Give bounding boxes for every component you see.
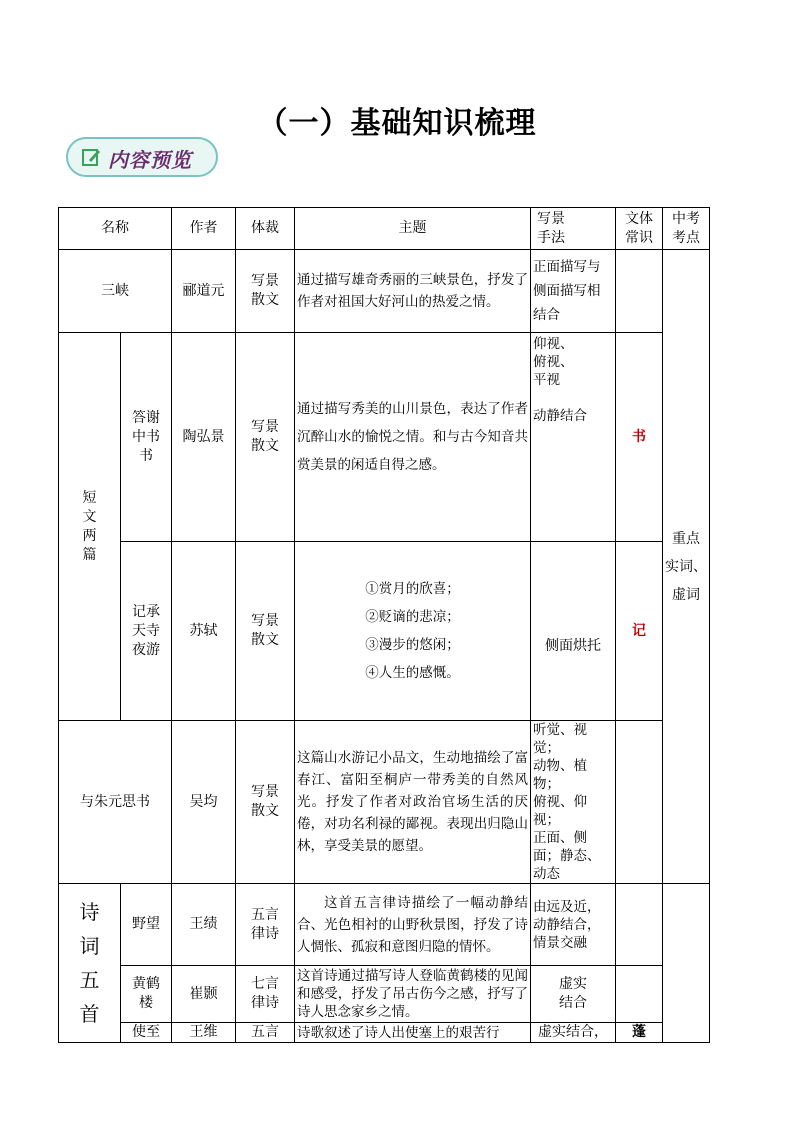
group-label: 诗 词 五 首 <box>59 884 121 1043</box>
header-theme: 主题 <box>295 208 531 250</box>
work-theme: 这首诗通过描写诗人登临黄鹤楼的见闻和感受，抒发了吊古伤今之感，抒写了诗人思念家乡之情。 <box>295 966 531 1023</box>
work-author: 崔颢 <box>172 966 236 1023</box>
work-name: 使至 <box>121 1023 172 1043</box>
work-name: 三峡 <box>59 250 172 333</box>
work-technique: 听觉、视觉； 动物、植物； 俯视、仰视； 正面、侧面；静态、动态 <box>531 721 616 884</box>
work-theme: 这首五言律诗描绘了一幅动静结合、光色相衬的山野秋景图，抒发了诗人惆怅、孤寂和意图归隐的情怀。 <box>295 884 531 966</box>
exam-points-empty <box>663 884 710 1043</box>
header-author: 作者 <box>172 208 236 250</box>
work-technique: 侧面烘托 <box>531 542 616 721</box>
work-technique: 虚实 结合 <box>531 966 616 1023</box>
group-label: 短 文 两 篇 <box>59 333 121 721</box>
work-genre: 五言 <box>236 1023 295 1043</box>
table-row <box>59 966 710 1023</box>
work-genre: 七言 律诗 <box>236 966 295 1023</box>
table-row <box>59 333 710 542</box>
badge-label: 内容预览 <box>108 148 192 172</box>
work-literary: 蓬 <box>616 1023 663 1043</box>
work-theme: 诗歌叙述了诗人出使塞上的艰苦行 <box>295 1023 531 1043</box>
header-row <box>59 208 710 250</box>
work-literary: 记 <box>616 542 663 721</box>
header-literary: 文体 常识 <box>616 208 663 250</box>
work-technique: 由远及近， 动静结合， 情景交融 <box>531 884 616 966</box>
work-genre: 写景 散文 <box>236 542 295 721</box>
work-technique: 正面描写与侧面描写相结合 <box>531 250 616 333</box>
work-author: 陶弘景 <box>172 333 236 542</box>
work-author: 苏轼 <box>172 542 236 721</box>
header-genre: 体裁 <box>236 208 295 250</box>
work-literary <box>616 966 663 1023</box>
work-author: 王维 <box>172 1023 236 1043</box>
work-genre: 写景 散文 <box>236 333 295 542</box>
knowledge-table <box>58 207 710 1043</box>
work-theme: 通过描写雄奇秀丽的三峡景色，抒发了作者对祖国大好河山的热爱之情。 <box>295 250 531 333</box>
work-name: 记承 天寺 夜游 <box>121 542 172 721</box>
work-author: 郦道元 <box>172 250 236 333</box>
table-row <box>59 1023 710 1043</box>
work-literary <box>616 721 663 884</box>
work-name: 答谢 中书 书 <box>121 333 172 542</box>
work-technique: 仰视、 俯视、 平视 动静结合 <box>531 333 616 542</box>
work-name: 与朱元思书 <box>59 721 172 884</box>
work-genre: 五言 律诗 <box>236 884 295 966</box>
table-row <box>59 721 710 884</box>
work-genre: 写景 散文 <box>236 250 295 333</box>
work-genre: 写景 散文 <box>236 721 295 884</box>
header-exam: 中考 考点 <box>663 208 710 250</box>
exam-points: 重点 实词、 虚词 <box>663 250 710 884</box>
table-row <box>59 542 710 721</box>
table-row <box>59 884 710 966</box>
work-theme: 这篇山水游记小品文，生动地描绘了富春江、富阳至桐庐一带秀美的自然风光。抒发了作者对政治官场生活的厌倦，对功名利禄的鄙视。表现出归隐山林，享受美景的愿望。 <box>295 721 531 884</box>
work-name: 野望 <box>121 884 172 966</box>
work-technique: 虚实结合， <box>531 1023 616 1043</box>
edit-icon <box>82 147 102 167</box>
header-technique: 写景 手法 <box>531 208 616 250</box>
section-badge <box>66 137 218 177</box>
work-name: 黄鹤 楼 <box>121 966 172 1023</box>
work-author: 吴均 <box>172 721 236 884</box>
page-title: （一）基础知识梳理 <box>257 106 537 141</box>
work-literary: 书 <box>616 333 663 542</box>
work-literary <box>616 884 663 966</box>
table-row <box>59 250 710 333</box>
work-author: 王绩 <box>172 884 236 966</box>
work-theme: ①赏月的欣喜； ②贬谪的悲凉； ③漫步的悠闲； ④人生的感慨。 <box>295 542 531 721</box>
work-theme: 通过描写秀美的山川景色，表达了作者沉醉山水的愉悦之情。和与古今知音共赏美景的闲适自得之感。 <box>295 333 531 542</box>
work-literary <box>616 250 663 333</box>
header-name: 名称 <box>59 208 172 250</box>
